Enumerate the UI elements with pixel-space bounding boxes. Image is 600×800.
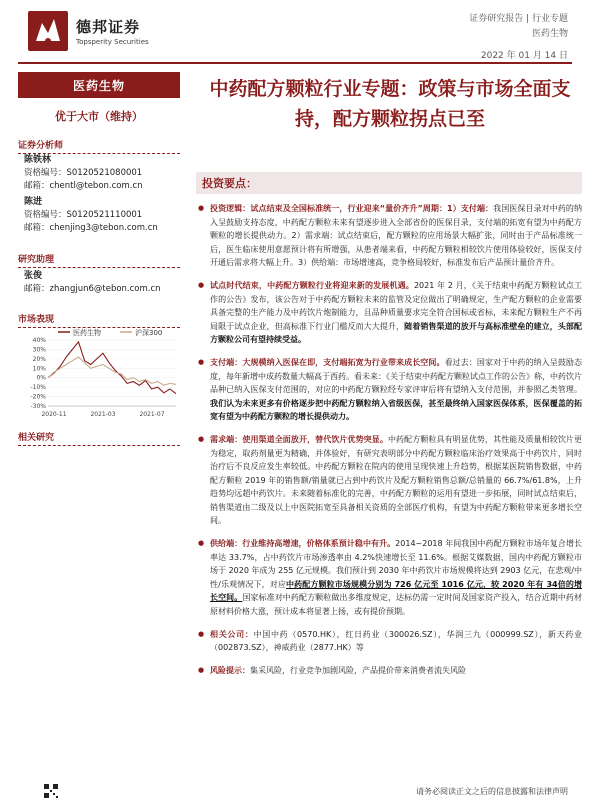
- company-name-en: Topsperity Securities: [76, 38, 149, 46]
- y-tick-label: 0%: [36, 374, 46, 382]
- bullet-text: 集采风险，行业竞争加剧风险，产品提价带来消费者流失风险: [250, 665, 466, 675]
- key-points-list: [196, 202, 582, 686]
- bullet-heading: 支付端：大规模纳入医保在即，支付端拓宽为行业带来成长空间。: [210, 357, 445, 367]
- market-heading: 市场表现: [18, 312, 180, 328]
- y-tick-label: 40%: [32, 337, 46, 344]
- key-points-heading: 投资要点：: [196, 172, 582, 194]
- assistant-heading: 研究助理: [18, 252, 180, 268]
- bullet-text: 看过去：国家对于中药的纳入呈鼓励态度，每年新增中成药数量大幅高于西药。看未来：《关于结束中药配方颗粒试点工作的公告》称，中药饮片品种已纳入医保支付范围的，对应的中药配方颗粒经专家评审后将有望纳入支付范围，并参照乙类管理。: [210, 357, 582, 395]
- analyst-email[interactable]: 邮箱：chentl@tebon.com.cn: [24, 181, 143, 191]
- bullet-text: 中国中药（0570.HK），红日药业（300026.SZ），华润三九（000999.SZ），新天药业（002873.SZ），神威药业（2877.HK）等: [210, 629, 582, 653]
- deppon-logo-icon: [28, 11, 68, 51]
- series-line: [48, 357, 176, 385]
- qr-code-icon: [44, 784, 58, 798]
- bullet-emphasis: 随着销售渠道的放开与高标准壁垒的建立，头部配方颗粒公司有望持续受益。: [210, 321, 583, 345]
- assistant-name: 张俊: [24, 271, 43, 281]
- company-name-cn: 德邦证券: [76, 18, 141, 36]
- x-tick-label: 2021-03: [90, 411, 116, 418]
- bullet-payment: [196, 356, 582, 424]
- market-chart-svg: [18, 326, 180, 420]
- bullet-investment-logic: [196, 202, 582, 270]
- bullet-text: 2014~2018 年间我国中药配方颗粒市场年复合增长率达 33.7%，占中药饮片市场渗透率由 4.2%快速增长至 11.6%。根据艾媒数据，国内中药配方颗粒市场于 2020 年成为 255 亿元规模。我们预计到 2030 年中药饮片市场规模将达到 2903 亿元，在悲观/中性/乐观情况下，对应: [210, 539, 582, 589]
- bullet-pilot-end: [196, 279, 582, 347]
- assistant-email[interactable]: 邮箱：zhangjun6@tebon.com.cn: [24, 284, 161, 294]
- analysts-heading: 证券分析师: [18, 138, 180, 154]
- y-tick-label: -20%: [30, 393, 46, 401]
- bullet-heading: 投资逻辑：试点结束及全国标准统一，行业迎来“量价齐升”周期：1）支付端：: [210, 204, 494, 213]
- analyst-1: [24, 154, 143, 193]
- analyst-cert: 资格编号：S0120521080001: [24, 168, 143, 178]
- analyst-2: [24, 196, 158, 235]
- header-divider: [18, 62, 572, 64]
- company-logo: [28, 8, 198, 54]
- y-tick-label: -30%: [30, 403, 46, 410]
- sector-banner: 医药生物: [18, 72, 180, 98]
- y-tick-label: 20%: [32, 355, 46, 363]
- analyst-name: 陈进: [24, 197, 43, 207]
- bullet-text-2: 国家标准对中药配方颗粒做出多维度规定，达标仍需一定时间及国家资产投入，结合近期中药材原材料价格大涨，预计成本将显著上扬，或有提价预期。: [210, 593, 582, 617]
- bullet-emphasis: 中药配方颗粒市场规模分别为 726 亿元至 1016 亿元，较 2020 年有 34倍的增长空间。: [210, 579, 582, 603]
- bullet-heading: 风险提示：: [210, 665, 250, 675]
- related-research-heading: 相关研究: [18, 430, 180, 446]
- bullet-risk: [196, 664, 582, 678]
- bullet-heading: 相关公司：: [210, 629, 254, 639]
- bullet-text: 2021 年 2 月，《关于结束中药配方颗粒试点工作的公告》发布，该公告对于中药配方颗粒未来的监管及定位做出了明确规定，生产配方颗粒的企业需要具备完整的生产能力及中药饮片炮制能力，且品种质量要求完全符合国标或省标，未来配方颗粒生产不再局限于试点企业，但高标准下行业门槛反而大大提升，: [210, 280, 583, 331]
- bullet-text: 中药配方颗粒具有明显优势，其性能及质量相较饮片更为稳定，取药剂量更为精确，并体验好，有研究表明部分中药配方颗粒临床治疗效果高于中药饮片，同时治疗后不良反应发生率较低。中药配方颗粒在院内的使用呈现快速上升趋势，根据某医院销售数据，中药配方颗粒 2019 年的销售额/销量就已占到中药饮片及配方颗粒销售总额/总销量的 66.7%/61.8%，上升趋势均远超中药饮片。未来随着标准化的完善，中药配方颗粒的运用有望进一步拓展，同时试点结束后，销售渠道由二级及以上中医院拓宽至具备相关资质的全部医疗机构，有望为中药配方颗粒带来更多增长空间。: [210, 434, 582, 526]
- bullet-text: 我国医保目录对中药的纳入呈鼓励支持态度，中药配方颗粒未来有望逐步进入全部省份的医保目录，支付端的拓宽有望为中药配方颗粒的增长提供动力。2）需求端：试点结束后，配方颗粒的应用场景大幅扩张，同时由于产品标准统一后，医生临床使用意愿预计将有所增强，从患者端来看，中药配方颗粒相较饮片使用体验较好，医保支付开通后需求将大幅上升。3）供给端：市场增速高，竞争格局较好，标准发布后产品预计量价齐升。: [210, 204, 582, 268]
- disclosure-note: 请务必阅读正文之后的信息披露和法律声明: [416, 787, 568, 796]
- analyst-email[interactable]: 邮箱：chenjing3@tebon.com.cn: [24, 223, 158, 233]
- y-tick-label: -10%: [30, 384, 46, 392]
- x-tick-label: 2020-11: [41, 411, 67, 418]
- analyst-name: 陈铁林: [24, 155, 52, 165]
- analyst-cert: 资格编号：S0120521110001: [24, 210, 143, 220]
- bullet-demand: [196, 433, 582, 528]
- report-sector: 医药生物: [531, 29, 568, 39]
- bullet-related-companies: [196, 628, 582, 655]
- rating: 优于大市（维持）: [55, 110, 143, 123]
- bullet-heading: 需求端：使用渠道全面放开，替代饮片优势突显。: [210, 434, 388, 444]
- report-type-block: [469, 12, 568, 42]
- market-performance-chart: [18, 326, 180, 420]
- legend-label: 医药生物: [73, 329, 101, 337]
- y-tick-label: 30%: [32, 346, 46, 354]
- report-type: 证券研究报告 | 行业专题: [469, 14, 568, 24]
- bullet-heading: 试点时代结束，中药配方颗粒行业将迎来新的发展机遇。: [210, 280, 414, 290]
- report-title: 中药配方颗粒行业专题：政策与市场全面支持，配方颗粒拐点已至: [209, 78, 571, 130]
- legend-label: 沪深300: [135, 329, 163, 337]
- bullet-supply: [196, 537, 582, 619]
- bullet-heading: 供给端：行业维持高增速，价格体系预计稳中有升。: [210, 539, 396, 549]
- assistant: [24, 270, 161, 296]
- report-date: 2022 年 01 月 14 日: [480, 51, 568, 61]
- bullet-emphasis: 我们认为未来更多有价格逐步把中药配方颗粒纳入省级医保，甚至最终纳入国家医保体系，医保覆盖的拓宽有望为中药配方颗粒的增长提供动力。: [210, 398, 582, 422]
- x-tick-label: 2021-07: [139, 411, 165, 418]
- y-tick-label: 10%: [32, 365, 46, 373]
